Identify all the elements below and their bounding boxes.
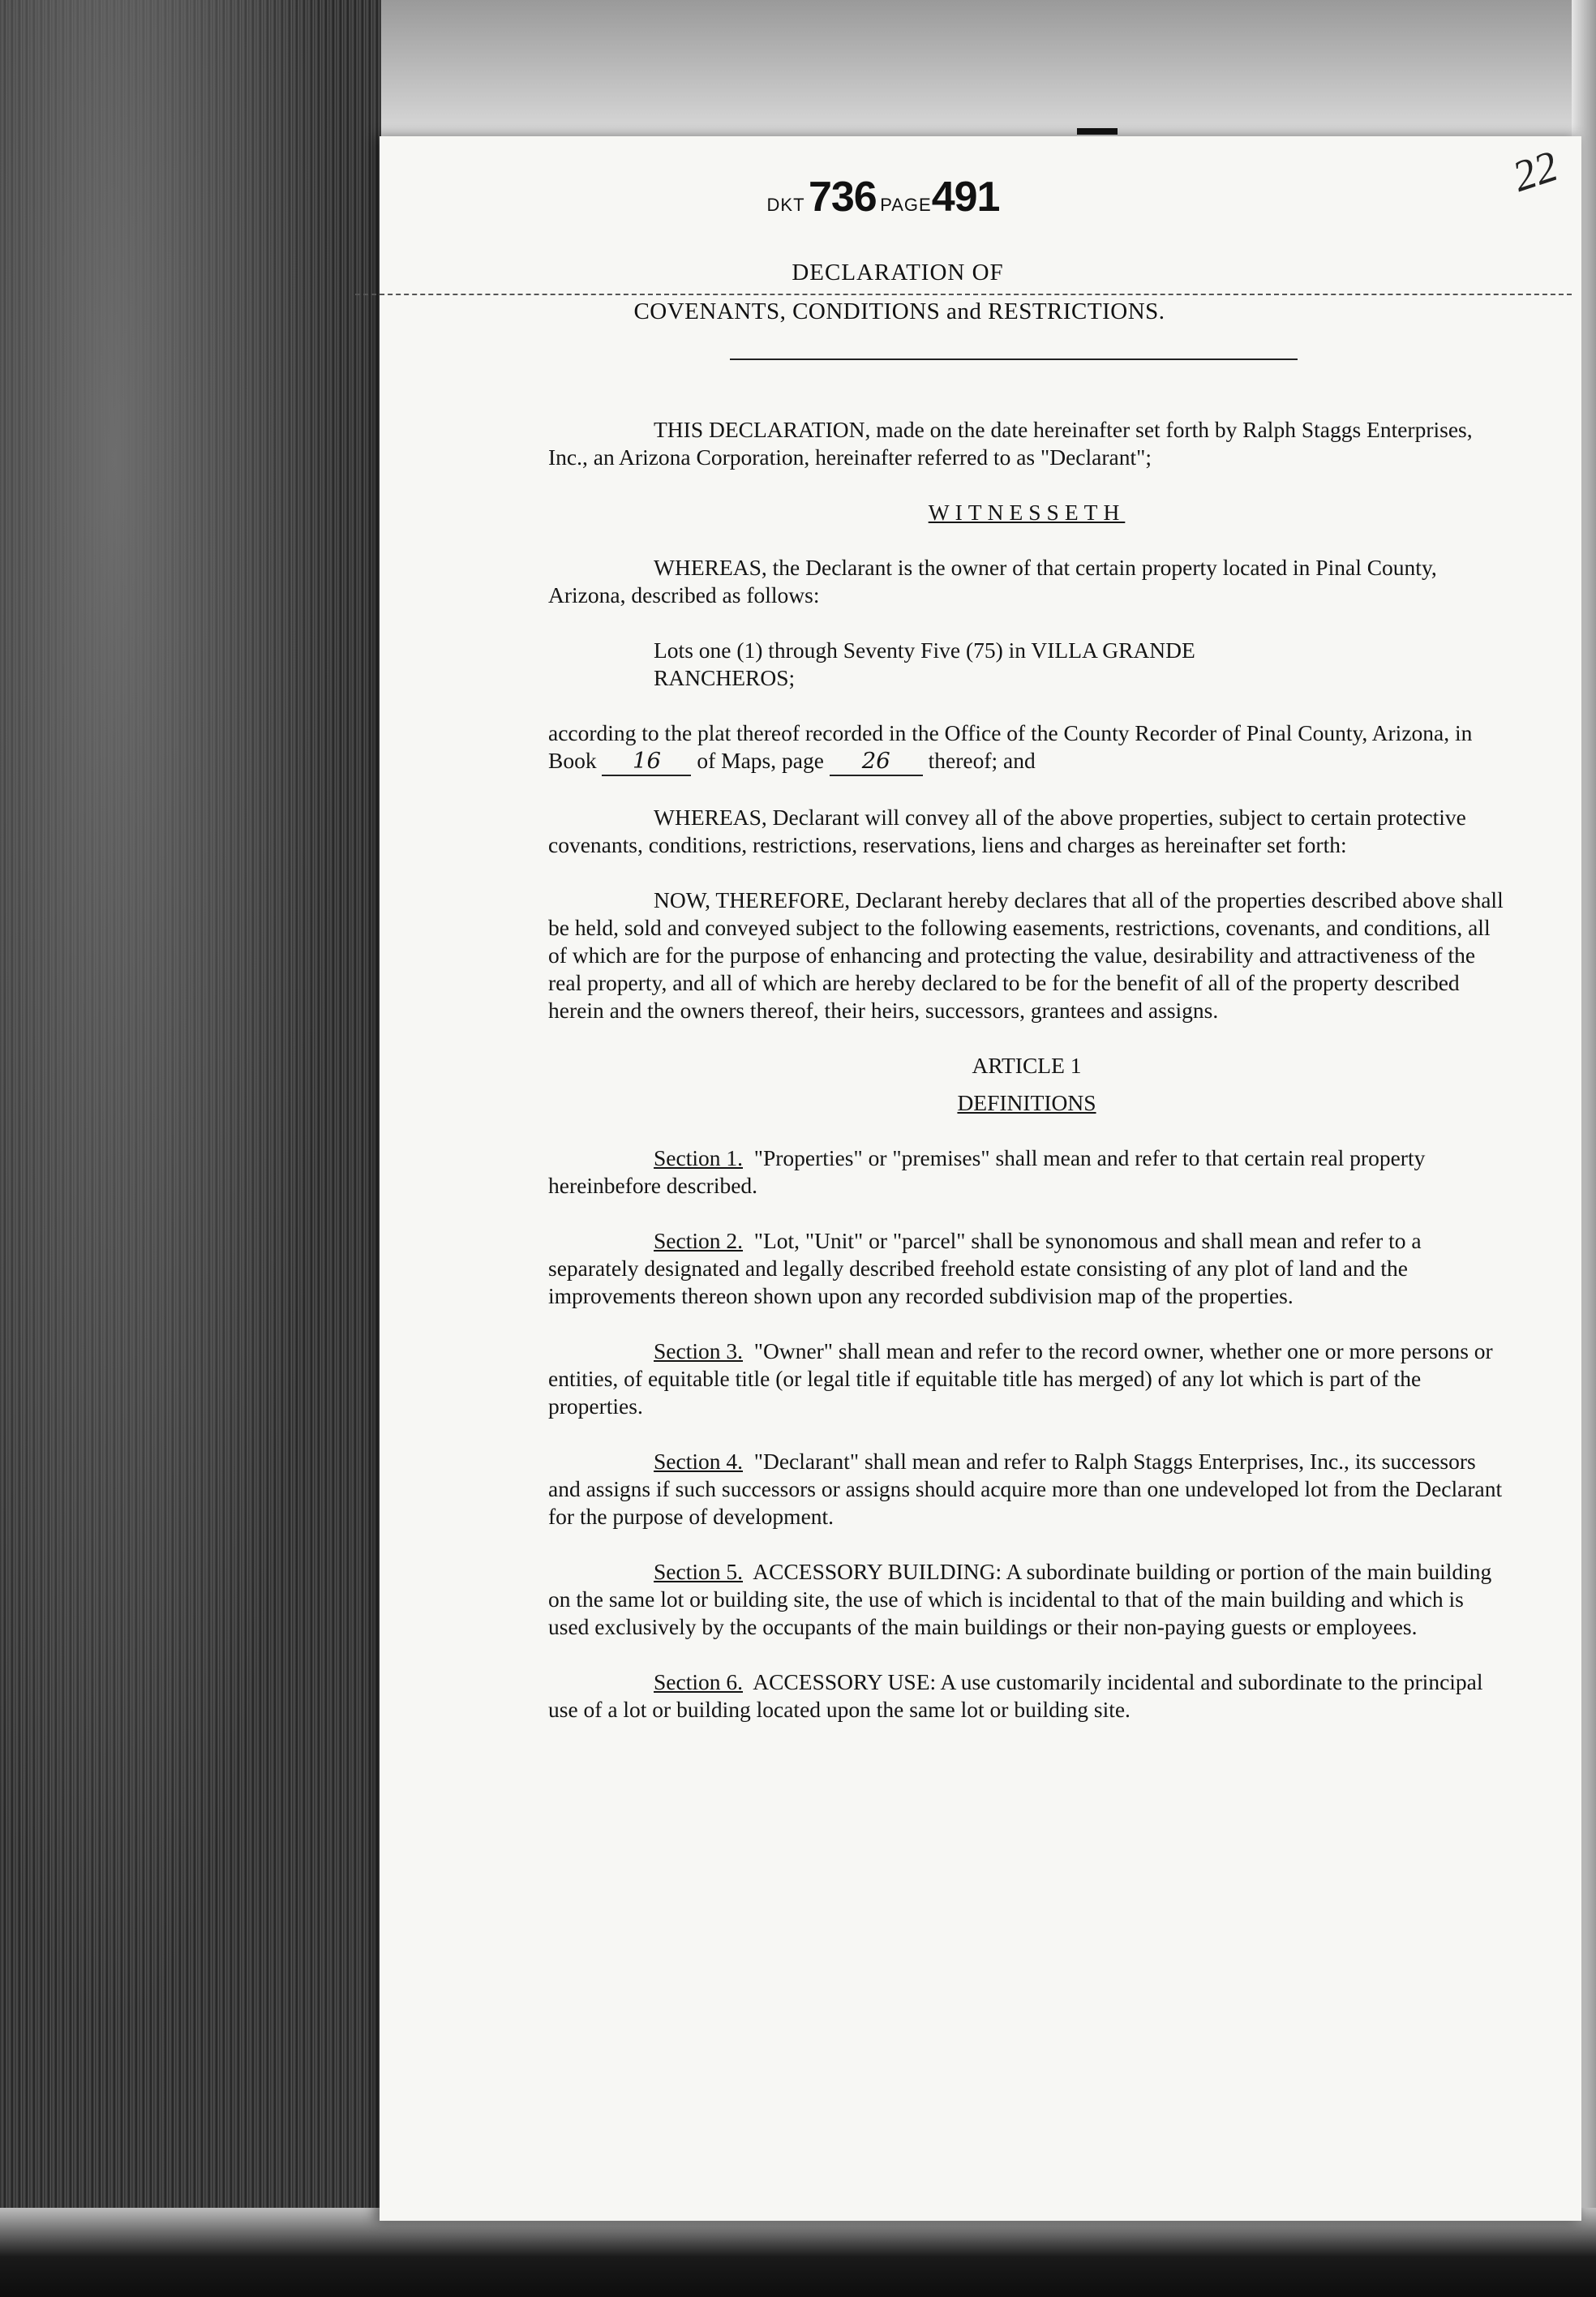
- document-title-line-2: COVENANTS, CONDITIONS and RESTRICTIONS.: [633, 298, 1165, 324]
- witnesseth-heading: WITNESSETH: [928, 500, 1126, 525]
- section-3: [548, 1337, 1505, 1420]
- definitions-heading-wrap: [548, 1089, 1505, 1117]
- scan-left-margin: [0, 0, 381, 2297]
- intro-paragraph: THIS DECLARATION, made on the date hereinafter set forth by Ralph Staggs Enterprises, Inc., an Arizona Corporation, hereinafter referred to as "Declarant";: [548, 417, 1473, 470]
- article-heading: ARTICLE 1: [972, 1053, 1082, 1078]
- section-1: [548, 1144, 1505, 1200]
- dashed-fold-line: [355, 294, 1572, 295]
- whereas-paragraph-2: WHEREAS, Declarant will convey all of the above properties, subject to certain protective covenants, conditions, restrictions, reservations, liens and charges as hereinafter set forth:: [548, 805, 1466, 857]
- plat-text-before: according to the plat thereof recorded in the Office of the County Recorder of Pinal County, Arizona, in Book: [548, 720, 1473, 773]
- section-5-label: Section 5.: [654, 1559, 743, 1584]
- title-rule: [730, 359, 1298, 360]
- section-5-text: ACCESSORY BUILDING: A subordinate building or portion of the main building on the same lot or building site, the use of which is incidental to that of the main building and which is used exclusively by the occupants of the main buildings or their non-paying guests or employees.: [548, 1559, 1492, 1639]
- section-4-label: Section 4.: [654, 1449, 743, 1474]
- lot-description: Lots one (1) through Seventy Five (75) in VILLA GRANDE RANCHEROS;: [654, 638, 1195, 690]
- docket-stamp: [282, 173, 1484, 221]
- definitions-heading: DEFINITIONS: [957, 1090, 1096, 1115]
- section-3-text: "Owner" shall mean and refer to the record owner, whether one or more persons or entities, of equitable title (or legal title if equitable title has merged) of any lot which is part of the properties.: [548, 1338, 1493, 1419]
- handwritten-page-mark: 22: [1507, 141, 1564, 201]
- whereas-paragraph-1: WHEREAS, the Declarant is the owner of that certain property located in Pinal County, Arizona, described as follows:: [548, 555, 1437, 608]
- document-title-line-1: DECLARATION OF: [792, 260, 1004, 286]
- plat-text-after: thereof; and: [928, 748, 1036, 773]
- docket-page: 491: [931, 174, 1000, 221]
- docket-page-label: PAGE: [880, 195, 932, 215]
- section-2-text: "Lot, "Unit" or "parcel" shall be synonomous and shall mean and refer to a separately designated and legally described freehold estate consisting of any plot of land and the improvements thereon shown upon any recorded subdivision map of the properties.: [548, 1228, 1422, 1308]
- section-1-text: "Properties" or "premises" shall mean and refer to that certain real property hereinbefore described.: [548, 1145, 1426, 1198]
- scan-bottom-edge: [0, 2208, 1596, 2297]
- plat-text-between: of Maps, page: [697, 748, 824, 773]
- section-1-label: Section 1.: [654, 1145, 743, 1170]
- plat-book-blank: 16: [602, 747, 691, 776]
- plat-paragraph: [548, 719, 1505, 776]
- document-page: [380, 136, 1581, 2221]
- section-2-label: Section 2.: [654, 1228, 743, 1253]
- now-therefore-paragraph: NOW, THEREFORE, Declarant hereby declares that all of the properties described above shall be held, sold and conveyed subject to the following easements, restrictions, covenants, and conditions, all of which are for the purpose of enhancing and protecting the value, desirability and attractiveness of the real property, and all of which are hereby declared to be for the benefit of all of the property described herein and the owners thereof, their heirs, successors, grantees and assigns.: [548, 887, 1504, 1023]
- docket-prefix: DKT: [766, 195, 805, 215]
- docket-book: 736: [808, 174, 877, 221]
- section-4-text: "Declarant" shall mean and refer to Ralph Staggs Enterprises, Inc., its successors and assigns if such successors or assigns should acquire more than one undeveloped lot from the Declarant for the purpose of development.: [548, 1449, 1503, 1529]
- section-6-text: ACCESSORY USE: A use customarily incidental and subordinate to the principal use of a lot or building located upon the same lot or building site.: [548, 1669, 1483, 1722]
- section-2: [548, 1227, 1505, 1310]
- section-3-label: Section 3.: [654, 1338, 743, 1363]
- document-body: [548, 416, 1505, 1751]
- section-6: [548, 1668, 1505, 1724]
- section-6-label: Section 6.: [654, 1669, 743, 1694]
- section-4: [548, 1448, 1505, 1531]
- section-5: [548, 1558, 1505, 1641]
- plat-page-blank: 26: [830, 747, 923, 776]
- top-mark: [1077, 128, 1118, 135]
